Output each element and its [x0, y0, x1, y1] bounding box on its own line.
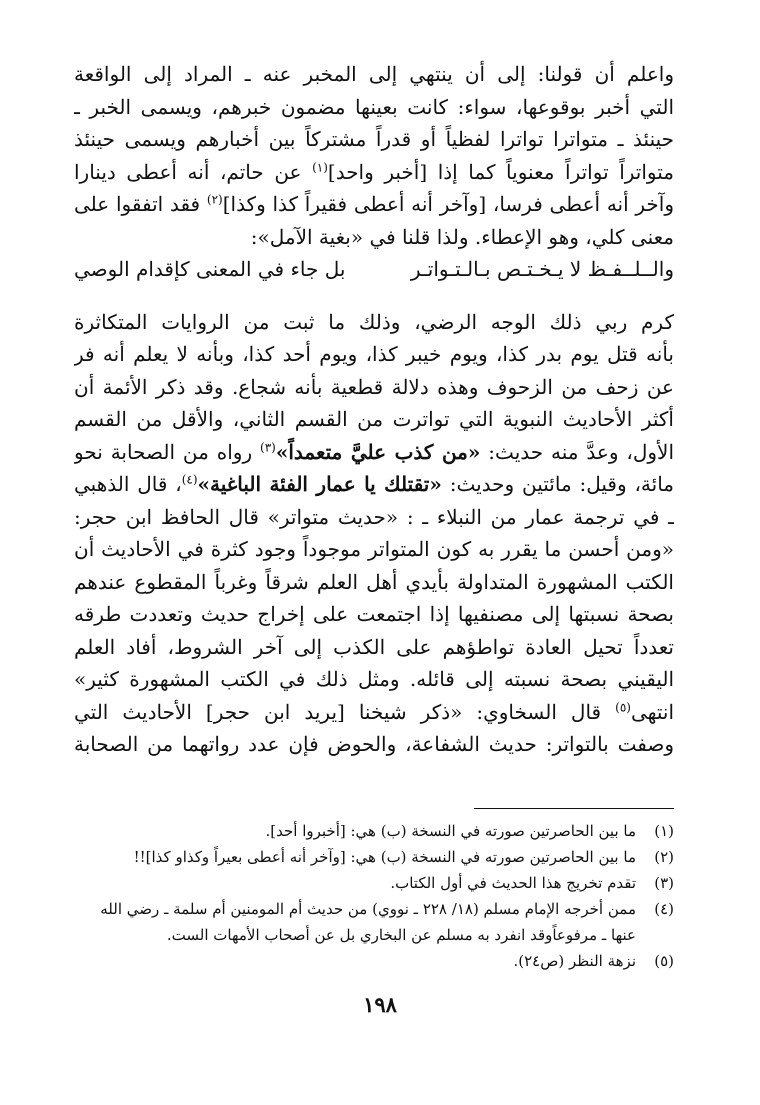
- footnote-ref-2[interactable]: (٢): [206, 192, 223, 207]
- text-line: الكتب المشهورة المتداولة بأيدي أهل العلم شرقاً وغرباً المقطوع عندهم: [74, 569, 674, 594]
- text-line: [74, 436, 674, 469]
- text-segment: رواه من الصحابة نحو: [74, 439, 261, 464]
- text-line: وصفت بالتواتر: حديث الشفاعة، والحوض فإن عدد رواتهما من الصحابة: [74, 732, 674, 756]
- text-line: حينئذ ـ متواترا تواترا لفظياً أو قدراً مشتركاً بين أخبارهم ويسمى حينئذ: [74, 127, 674, 151]
- footnote-ref-3[interactable]: (٣): [260, 439, 276, 454]
- text-line: تعدداً تحيل العادة تواطؤهم على الكذب إلى آخر الشروط، أفاد العلم: [74, 634, 674, 659]
- text-line: بأنه قتل يوم بدر كذا، ويوم خيبر كذا، ويوم أحد كذا، وبأنه لا يعلم أنه فر: [74, 342, 674, 366]
- footnote-line: نزهة النظر (ص٢٤).: [513, 952, 636, 970]
- footnote-number: (٢): [654, 848, 674, 866]
- footnote-text: [74, 844, 636, 870]
- text-segment: الأول، وعدَّ منه حديث:: [480, 439, 674, 464]
- text-segment: عن حاتم، أنه أعطى دينارا: [74, 159, 313, 184]
- footnote-text: [74, 818, 636, 844]
- text-line: [74, 696, 674, 729]
- footnote: [74, 870, 674, 896]
- text-segment: انتهى: [630, 699, 674, 724]
- text-segment: مائة، وقيل: مائتين وحديث:: [441, 472, 674, 496]
- footnote-number: (١): [654, 822, 674, 840]
- text-segment: قال السخاوي: «ذكر شيخنا [يريد ابن حجر] الأحاديث التي: [74, 699, 616, 724]
- poetry-verse: [74, 253, 674, 286]
- text-segment: وآخر أنه أعطى فرسا، [وآخر أنه أعطى فقيراً كذا وكذا]: [222, 192, 674, 216]
- footnote-text: [74, 896, 636, 948]
- footnote-line: ما بين الحاصرتين صورته في النسخة (ب) هي: [أخبروا أحد].: [265, 822, 636, 840]
- text-line: التي أخبر بوقوعها، سواء: كانت بعينها مضمون خبرهم، ويسمى الخبر ـ: [74, 94, 674, 119]
- page-number: ١٩٨: [363, 992, 397, 1017]
- text-line: اليقيني بصحة نسبته إلى قائله. ومثل ذلك في الكتب المشهورة كثير»: [74, 667, 674, 691]
- footnote: [74, 896, 674, 948]
- text-line: [74, 156, 674, 189]
- text-segment: متواتراً تواتراً معنوياً كما إذا [أخبر واحد]: [327, 159, 674, 184]
- text-line: عن زحف من الزحوف وهذه دلالة قطعية بأنه شجاع. وقد ذكر الأئمة أن: [74, 374, 674, 399]
- footnote-separator: [474, 808, 674, 809]
- verse-first-hemistich: والــلــفـظ لا يـخـتـص بـالـتـواتـر: [410, 257, 674, 281]
- footnote: [74, 844, 674, 870]
- footnote-line: ما بين الحاصرتين صورته في النسخة (ب) هي: [وآخر أنه أعطى بعيراً وكذاو كذا]!!: [133, 848, 636, 866]
- footnote: [74, 818, 674, 844]
- text-line: [74, 188, 674, 221]
- footnote-text: [74, 870, 636, 896]
- text-line: ـ في ترجمة عمار من النبلاء ـ : «حديث متواتر» قال الحافظ ابن حجر:: [74, 504, 674, 529]
- text-line: أكثر الأحاديث النبوية التي تواترت من القسم الثاني، والأقل من القسم: [74, 407, 674, 431]
- hadith-quote: «تقتلك يا عمار الفئة الباغية»: [197, 472, 442, 496]
- text-segment: ، قال الذهبي: [74, 472, 182, 496]
- footnote-line: تقدم تخريج هذا الحديث في أول الكتاب.: [390, 874, 636, 892]
- text-line: بصحة نسبتها إلى مصنفيها إذا اجتمعت على إخراج حديث وتعددت طرقه: [74, 602, 674, 626]
- text-line: معنى كلي، وهو الإعطاء. ولذا قلنا في «بغية الآمل»:: [250, 224, 674, 249]
- verse-second-hemistich: بل جاء في المعنى كإقدام الوصي: [74, 257, 346, 281]
- footnote: [74, 948, 674, 974]
- footnote-line: ممن أخرجه الإمام مسلم (١٨/ ٢٢٨ ـ نووي) من حديث أم المومنين أم سلمة ـ رضي الله: [100, 900, 636, 918]
- footnote-number: (٤): [654, 900, 674, 918]
- hadith-quote: «من كذب عليَّ متعمداً»: [275, 439, 481, 464]
- text-line: كرم ربي ذلك الوجه الرضي، وذلك ما ثبت من الروايات المتكاثرة: [74, 309, 674, 334]
- footnotes: [74, 818, 674, 974]
- text-segment: فقد اتفقوا على: [74, 192, 207, 216]
- footnote-number: (٣): [654, 874, 674, 892]
- footnote-ref-5[interactable]: (٥): [615, 699, 631, 714]
- main-text: [74, 58, 674, 761]
- text-line: واعلم أن قولنا: إلى أن ينتهي إلى المخبر عنه ـ المراد إلى الواقعة: [74, 62, 674, 86]
- footnote-text: [74, 948, 636, 974]
- footnote-number: (٥): [654, 952, 674, 970]
- footnote-ref-4[interactable]: (٤): [181, 472, 198, 487]
- text-line: «ومن أحسن ما يقرر به كون المتواتر موجوداً وجود كثرة في الأحاديث أن: [74, 537, 674, 561]
- footnote-line: عنها ـ مرفوعاًوقد انفرد به مسلم عن البخاري بل عن أصحاب الأمهات الست.: [166, 926, 636, 944]
- text-line: [74, 468, 674, 501]
- footnote-ref-1[interactable]: (١): [312, 159, 328, 174]
